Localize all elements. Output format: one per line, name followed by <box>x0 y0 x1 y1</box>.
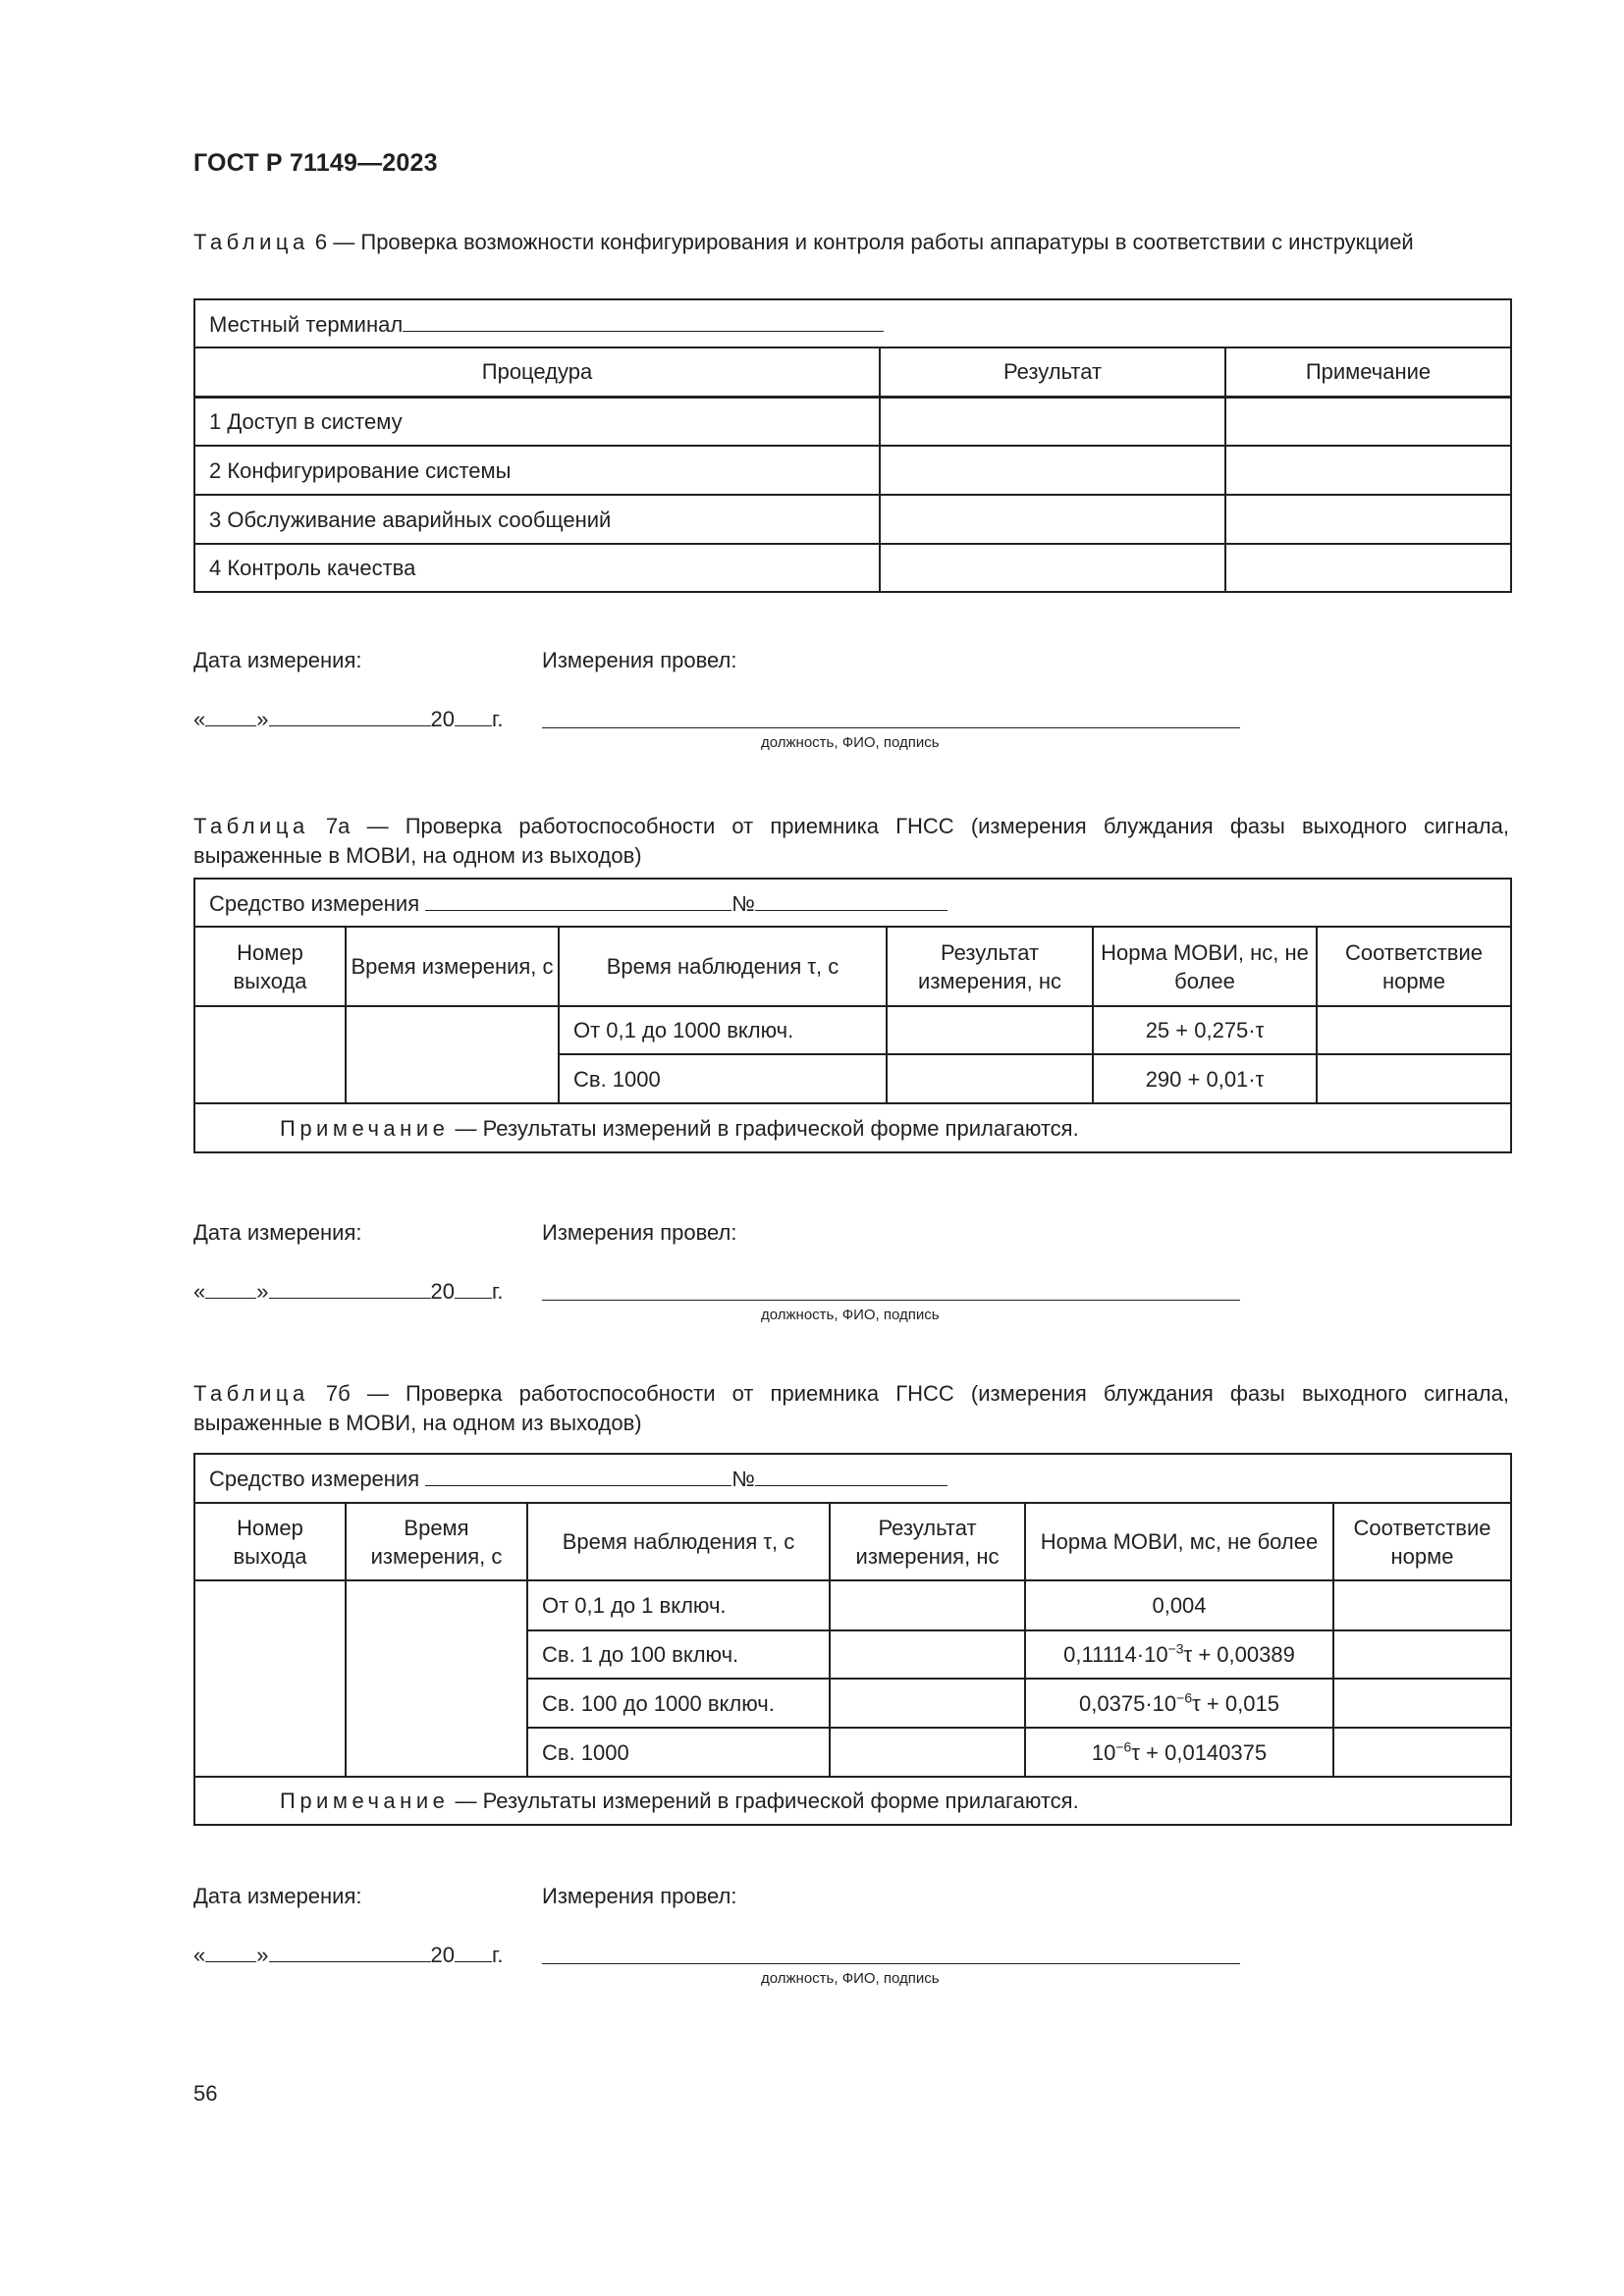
table-row <box>194 446 1511 495</box>
table-row <box>194 495 1511 544</box>
norm-cell: $0,11114\cdot 10^{-3}\tau + 0,00389$ <box>1025 1630 1333 1679</box>
table7b-note: Примечание — Результаты измерений в графической форме прилагаются. <box>194 1777 1511 1825</box>
instrument-number-input-line[interactable] <box>755 1464 947 1486</box>
procedure-cell: 3 Обслуживание аварийных сообщений <box>194 495 880 544</box>
table7a-note: Примечание — Результаты измерений в графической форме прилагаются. <box>194 1103 1511 1152</box>
col-header-observation-time: Время наблюдения τ, с <box>559 927 887 1006</box>
signature-caption: должность, ФИО, подпись <box>761 734 940 751</box>
table6-caption <box>193 228 1509 257</box>
instrument-input-line[interactable] <box>425 1464 731 1486</box>
signature-input-line[interactable] <box>542 1963 1240 1964</box>
table7a-caption: Таблица 7а — Проверка работоспособности от приемника ГНСС (измерения блуждания фазы выходного сигнала, выраженные в МОВИ, на одном из выходов) <box>193 814 1509 868</box>
interval-cell: Св. 1000 <box>559 1054 887 1103</box>
result-cell[interactable] <box>887 1054 1093 1103</box>
table-row <box>194 397 1511 446</box>
date-fill-line: « » 20 г. <box>193 1940 503 1968</box>
terminal-field <box>194 299 1511 347</box>
table7b-caption: Таблица 7б — Проверка работоспособности от приемника ГНСС (измерения блуждания фазы выходного сигнала, выраженные в МОВИ, на одном из выходов) <box>193 1381 1509 1435</box>
year-input[interactable] <box>455 704 492 726</box>
col-header-mtie-norm: Норма МОВИ, нс, не более <box>1093 927 1317 1006</box>
signature-caption: должность, ФИО, подпись <box>761 1307 940 1323</box>
interval-cell: Св. 100 до 1000 включ. <box>527 1679 830 1728</box>
terminal-input-line[interactable] <box>403 309 884 332</box>
col-header-compliance: Соответствие норме <box>1317 927 1511 1006</box>
col-header-observation-time: Время наблюдения τ, с <box>527 1503 830 1580</box>
table-row <box>194 544 1511 592</box>
col-header-measurement-result: Результат измерения, нс <box>887 927 1093 1006</box>
note-cell[interactable] <box>1225 544 1511 592</box>
instrument-number-input-line[interactable] <box>755 888 947 911</box>
result-cell[interactable] <box>830 1630 1025 1679</box>
col-header-mtie-norm: Норма МОВИ, мс, не более <box>1025 1503 1333 1580</box>
day-input[interactable] <box>205 1276 256 1299</box>
col-header-measurement-time: Время измерения, с <box>346 1503 527 1580</box>
procedure-cell: 2 Конфигурирование системы <box>194 446 880 495</box>
norm-cell: $0,0375\cdot 10^{-6}\tau + 0,015$ <box>1025 1679 1333 1728</box>
table6-caption-text: — Проверка возможности конфигурирования и контроля работы аппаратуры в соответствии с инструкцией <box>333 230 1414 254</box>
compliance-cell[interactable] <box>1333 1679 1511 1728</box>
note-cell[interactable] <box>1225 397 1511 446</box>
norm-cell: 0,004 <box>1025 1580 1333 1630</box>
signature-input-line[interactable] <box>542 727 1240 728</box>
norm-cell: 290 + 0,01·τ <box>1093 1054 1317 1103</box>
page-number: 56 <box>193 2081 218 2106</box>
date-fill-line: « » 20 г. <box>193 1276 503 1305</box>
table7a <box>193 878 1512 1153</box>
month-input[interactable] <box>269 1276 431 1299</box>
table6-caption-number: 6 <box>314 230 328 254</box>
signature-caption: должность, ФИО, подпись <box>761 1970 940 1987</box>
result-cell[interactable] <box>830 1580 1025 1630</box>
result-cell[interactable] <box>887 1006 1093 1054</box>
note-cell[interactable] <box>1225 446 1511 495</box>
instrument-field: Средство измерения № <box>194 879 1511 927</box>
performer-label: Измерения провел: <box>542 1220 737 1245</box>
date-label: Дата измерения: <box>193 648 362 672</box>
result-cell[interactable] <box>880 397 1225 446</box>
date-label: Дата измерения: <box>193 1220 362 1245</box>
norm-cell: $10^{-6}\tau + 0,0140375$ <box>1025 1728 1333 1777</box>
terminal-label: Местный терминал <box>209 311 404 337</box>
norm-cell: 25 + 0,275·τ <box>1093 1006 1317 1054</box>
day-input[interactable] <box>205 704 256 726</box>
procedure-cell: 1 Доступ в систему <box>194 397 880 446</box>
table-row <box>194 1006 1511 1054</box>
date-label: Дата измерения: <box>193 1884 362 1908</box>
compliance-cell[interactable] <box>1333 1728 1511 1777</box>
col-header-note: Примечание <box>1225 347 1511 397</box>
interval-cell: От 0,1 до 1000 включ. <box>559 1006 887 1054</box>
compliance-cell[interactable] <box>1317 1054 1511 1103</box>
col-header-result: Результат <box>880 347 1225 397</box>
result-cell[interactable] <box>830 1728 1025 1777</box>
document-code: ГОСТ Р 71149—2023 <box>193 149 438 177</box>
instrument-field: Средство измерения № <box>194 1454 1511 1503</box>
measurement-time-cell[interactable] <box>346 1580 527 1777</box>
date-fill-line: « » 20 г. <box>193 704 503 732</box>
col-header-output-number: Номер выхода <box>194 927 346 1006</box>
month-input[interactable] <box>269 1940 431 1962</box>
compliance-cell[interactable] <box>1333 1630 1511 1679</box>
performer-label: Измерения провел: <box>542 1884 737 1908</box>
year-input[interactable] <box>455 1276 492 1299</box>
output-number-cell[interactable] <box>194 1006 346 1103</box>
col-header-procedure: Процедура <box>194 347 880 397</box>
year-input[interactable] <box>455 1940 492 1962</box>
result-cell[interactable] <box>830 1679 1025 1728</box>
day-input[interactable] <box>205 1940 256 1962</box>
result-cell[interactable] <box>880 495 1225 544</box>
output-number-cell[interactable] <box>194 1580 346 1777</box>
note-cell[interactable] <box>1225 495 1511 544</box>
interval-cell: От 0,1 до 1 включ. <box>527 1580 830 1630</box>
performer-label: Измерения провел: <box>542 648 737 672</box>
col-header-output-number: Номер выхода <box>194 1503 346 1580</box>
table-row <box>194 1580 1511 1630</box>
table7b <box>193 1453 1512 1826</box>
result-cell[interactable] <box>880 446 1225 495</box>
col-header-measurement-time: Время измерения, с <box>346 927 559 1006</box>
col-header-measurement-result: Результат измерения, нс <box>830 1503 1025 1580</box>
table6 <box>193 298 1512 593</box>
month-input[interactable] <box>269 704 431 726</box>
instrument-input-line[interactable] <box>425 888 731 911</box>
result-cell[interactable] <box>880 544 1225 592</box>
col-header-compliance: Соответствие норме <box>1333 1503 1511 1580</box>
procedure-cell: 4 Контроль качества <box>194 544 880 592</box>
table6-caption-prefix: Таблица <box>193 230 309 254</box>
signature-input-line[interactable] <box>542 1300 1240 1301</box>
compliance-cell[interactable] <box>1317 1006 1511 1054</box>
interval-cell: Св. 1000 <box>527 1728 830 1777</box>
compliance-cell[interactable] <box>1333 1580 1511 1630</box>
interval-cell: Св. 1 до 100 включ. <box>527 1630 830 1679</box>
measurement-time-cell[interactable] <box>346 1006 559 1103</box>
